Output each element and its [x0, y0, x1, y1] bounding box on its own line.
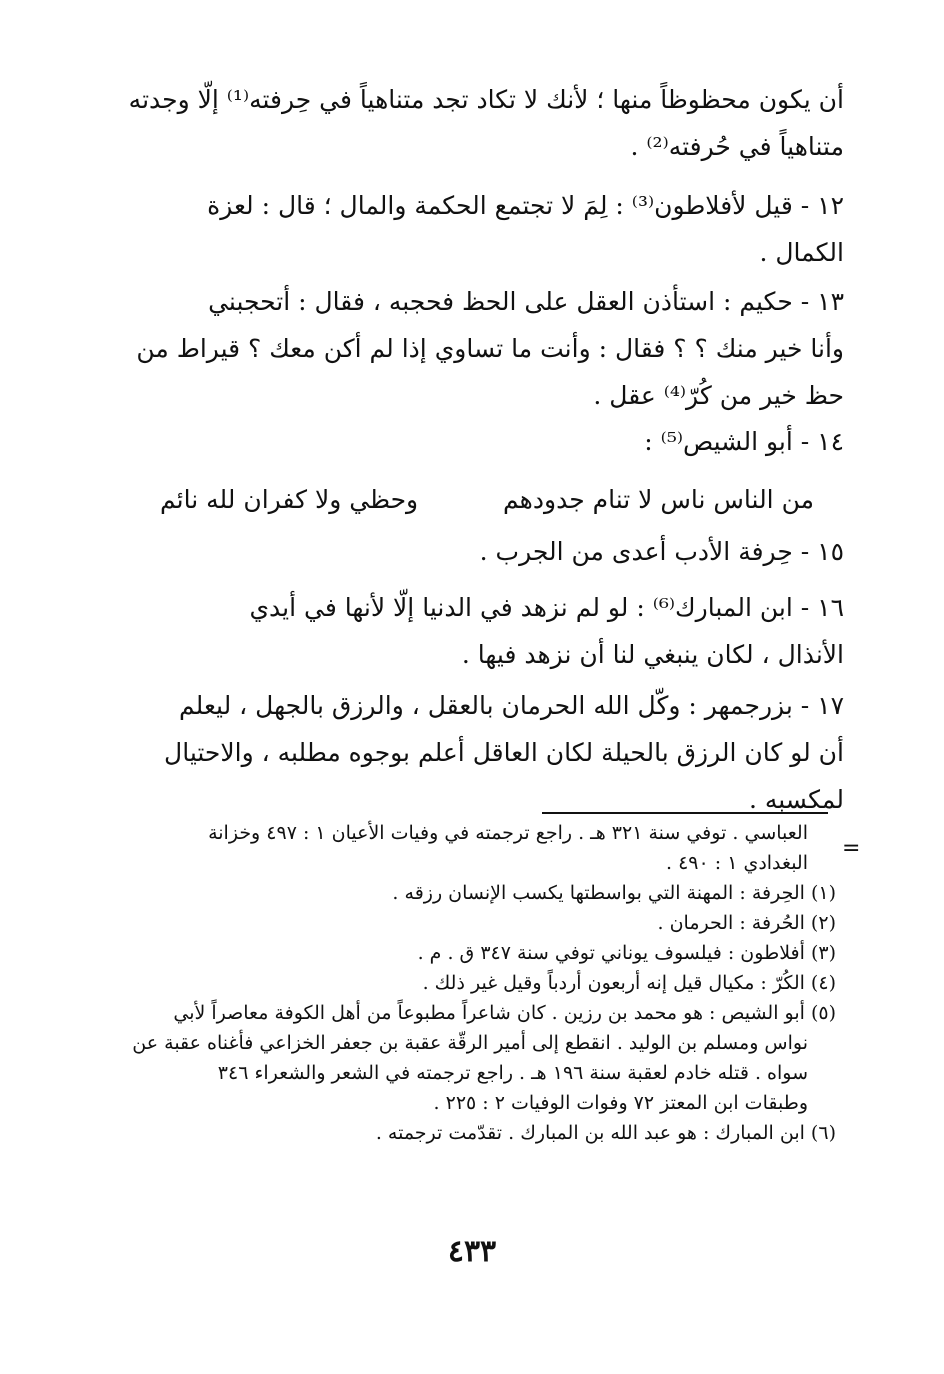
paragraph-intro [128, 76, 844, 170]
paragraph-14 [128, 418, 844, 465]
footnote-line: البغدادي ١ : ٤٩٠ . [665, 852, 808, 874]
text-line: الأنذال ، لكان ينبغي لنا أن نزهد فيها . [461, 640, 844, 669]
footnote-5-continuation: سواه . قتله خادم لعقبة سنة ١٩٦ هـ . راجع ترجمته في الشعر والشعراء ٣٤٦ [217, 1062, 808, 1084]
paragraph-12 [128, 182, 844, 276]
footnote-divider [542, 812, 828, 814]
text-line: متناهياً في حُرفته⁽²⁾ . [630, 132, 844, 161]
text-line: وأنا خير منك ؟ ؟ فقال : وأنت ما تساوي إذا لم أكن معك ؟ قيراط من [136, 334, 844, 363]
footnotes-section [130, 818, 836, 1148]
text-line: أن لو كان الرزق بالحيلة لكان العاقل أعلم بوجوه مطلبه ، والاحتيال [164, 738, 844, 767]
footnote-3: (٣) أفلاطون : فيلسوف يوناني توفي سنة ٣٤٧ ق . م . [417, 942, 836, 964]
paragraph-13 [128, 278, 844, 419]
footnote-continuation-mark: = [842, 836, 861, 861]
footnote-4: (٤) الكُرّ : مكيال قيل إنه أربعون أردباً وقيل غير ذلك . [422, 972, 836, 994]
text-line: ١٦ - ابن المبارك⁽⁶⁾ : لو لم نزهد في الدنيا إلّا لأنها في أيدي [249, 593, 844, 622]
text-line: ١٣ - حكيم : استأذن العقل على الحظ فحجبه ، فقال : أتحجبني [208, 287, 844, 316]
text-line: ١٢ - قيل لأفلاطون⁽³⁾ : لِمَ لا تجتمع الحكمة والمال ؛ قال : لعزة [207, 191, 844, 220]
footnote-2: (٢) الحُرفة : الحرمان . [657, 912, 836, 934]
poem-verse [160, 478, 814, 522]
text-line: أن يكون محظوظاً منها ؛ لأنك لا تكاد تجد متناهياً في حِرفته⁽¹⁾ إلّا وجدته [128, 85, 844, 114]
footnote-6: (٦) ابن المبارك : هو عبد الله بن المبارك . تقدّمت ترجمته . [375, 1122, 836, 1144]
text-line: الكمال . [759, 238, 844, 267]
footnote-5-continuation: وطبقات ابن المعتز ٧٢ وفوات الوفيات ٢ : ٢٢٥ . [433, 1092, 808, 1114]
verse-first-hemistich: من الناس ناس لا تنام جدودهم [503, 485, 814, 514]
page-number: ٤٣٣ [447, 1234, 497, 1269]
text-line: ١٧ - بزرجمهر : وكّل الله الحرمان بالعقل ، والرزق بالجهل ، ليعلم [179, 691, 844, 720]
footnote-5: (٥) أبو الشيص : هو محمد بن رزين . كان شاعراً مطبوعاً من أهل الكوفة معاصراً لأبي [173, 1002, 836, 1024]
text-line: ١٤ - أبو الشيص⁽⁵⁾ : [644, 427, 844, 456]
footnote-5-continuation: نواس ومسلم بن الوليد . انقطع إلى أمير الرقّة عقبة بن جعفر الخزاعي فأغناه عقبة عن [132, 1032, 808, 1054]
footnote-1: (١) الحِرفة : المهنة التي بواسطتها يكسب الإنسان رزقه . [392, 882, 836, 904]
paragraph-16 [128, 584, 844, 678]
paragraph-15 [128, 528, 844, 575]
text-line: ١٥ - حِرفة الأدب أعدى من الجرب . [479, 537, 844, 566]
text-line: لمكسبه . [748, 785, 844, 814]
footnote-line: العباسي . توفي سنة ٣٢١ هـ . راجع ترجمته في وفيات الأعيان ١ : ٤٩٧ وخزانة [208, 822, 808, 844]
verse-second-hemistich: وحظي ولا كفران لله نائم [160, 485, 419, 514]
text-line: حظ خير من كُرّ⁽⁴⁾ عقل . [593, 381, 844, 410]
paragraph-17 [128, 682, 844, 823]
